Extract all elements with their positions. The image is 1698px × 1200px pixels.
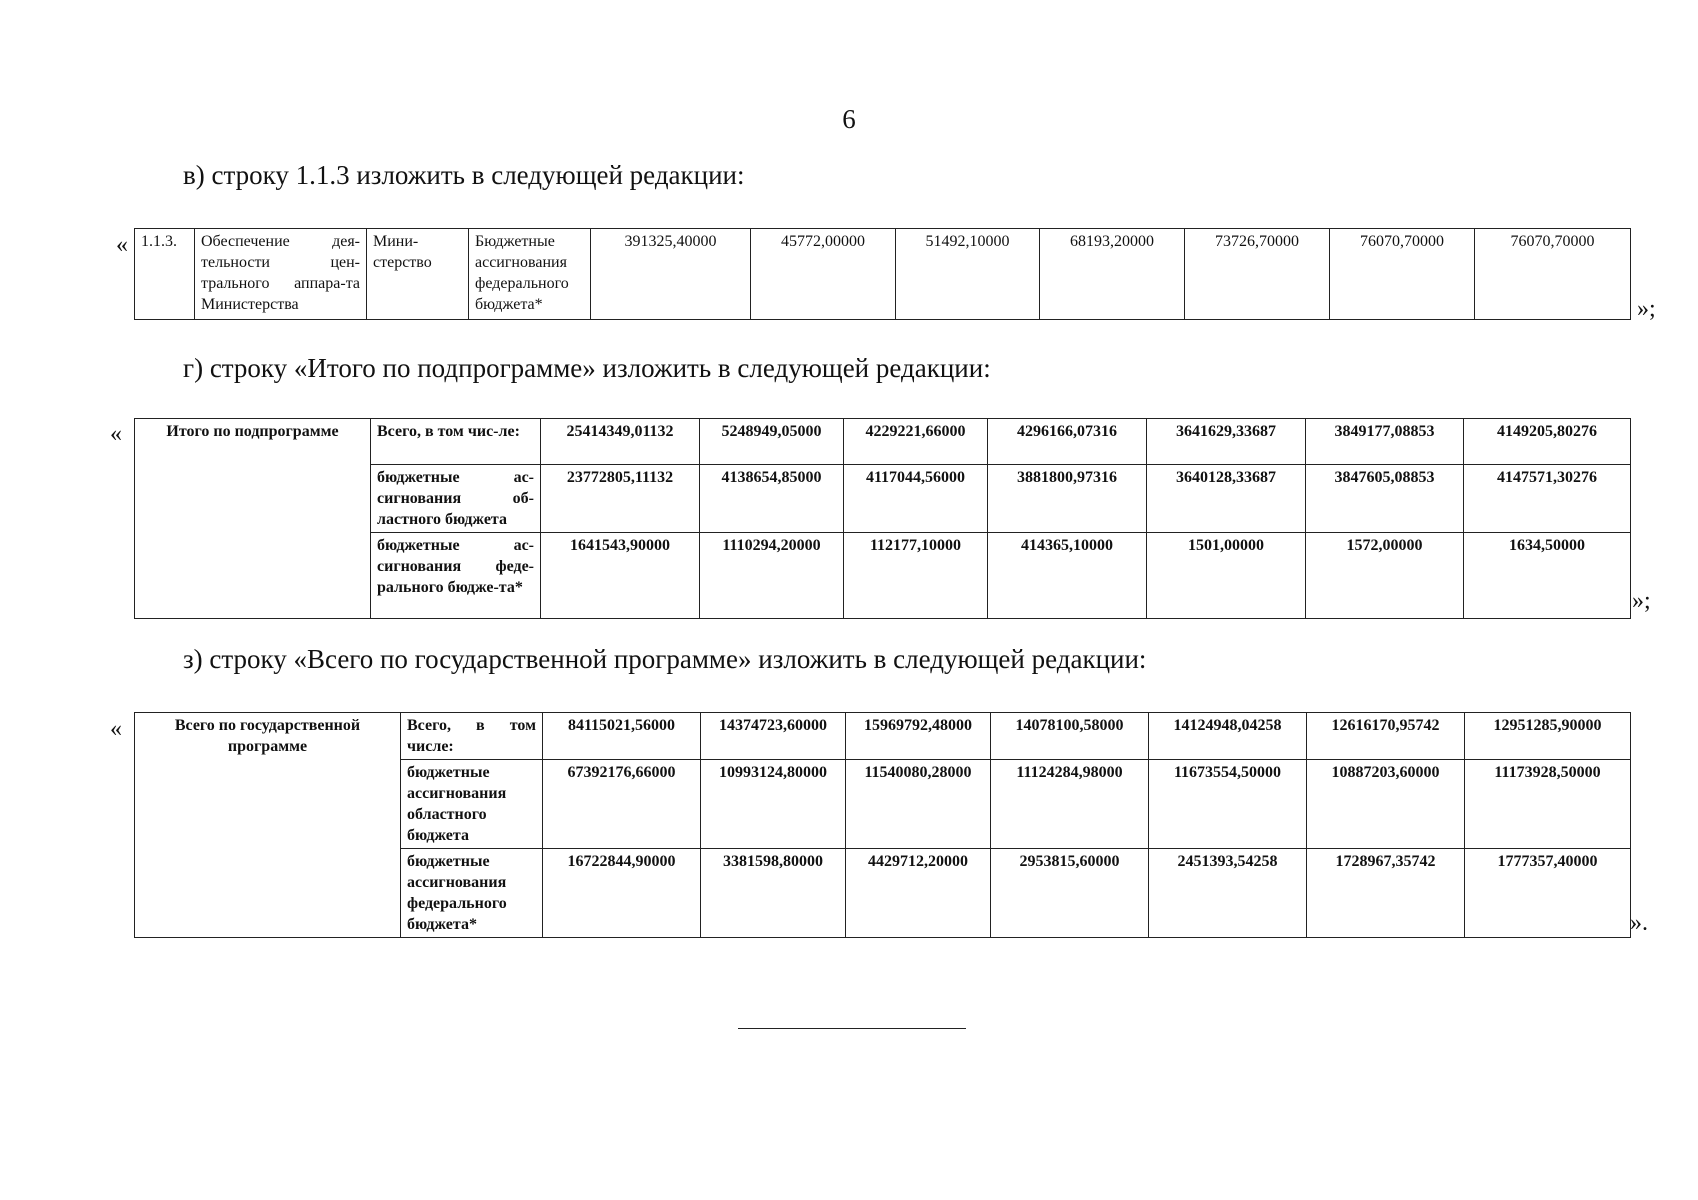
row-label: Итого по подпрограмме [135, 419, 371, 619]
value-cell: 3881800,97316 [988, 465, 1147, 533]
value-cell: 1501,00000 [1147, 533, 1306, 619]
row-code: 1.1.3. [135, 229, 195, 320]
section-heading-program-total: з) строку «Всего по государственной программе» изложить в следующей редакции: [183, 644, 1147, 674]
value-cell: 10993124,80000 [701, 760, 846, 849]
value-cell: 3641629,33687 [1147, 419, 1306, 465]
close-quote: »; [1637, 296, 1656, 322]
value-cell: 25414349,01132 [541, 419, 700, 465]
table-row [135, 713, 1631, 760]
value-cell: 45772,00000 [751, 229, 896, 320]
value-cell: 1641543,90000 [541, 533, 700, 619]
value-cell: 4149205,80276 [1464, 419, 1631, 465]
value-cell: 3640128,33687 [1147, 465, 1306, 533]
value-cell: 1634,50000 [1464, 533, 1631, 619]
row-funding-source: бюджетные ас-сигнования феде-рального бюдже-та* [371, 533, 541, 619]
value-cell: 11673554,50000 [1149, 760, 1307, 849]
value-cell: 4429712,20000 [846, 849, 991, 938]
value-cell: 4229221,66000 [844, 419, 988, 465]
value-cell: 10887203,60000 [1307, 760, 1465, 849]
value-cell: 4296166,07316 [988, 419, 1147, 465]
row-executor: Мини-стерство [367, 229, 469, 320]
value-cell: 23772805,11132 [541, 465, 700, 533]
value-cell: 1777357,40000 [1465, 849, 1631, 938]
value-cell: 4138654,85000 [700, 465, 844, 533]
value-cell: 14078100,58000 [991, 713, 1149, 760]
table-row [135, 229, 1631, 320]
value-cell: 391325,40000 [591, 229, 751, 320]
value-cell: 2953815,60000 [991, 849, 1149, 938]
value-cell: 5248949,05000 [700, 419, 844, 465]
open-quote: « [110, 421, 122, 447]
value-cell: 76070,70000 [1475, 229, 1631, 320]
value-cell: 3849177,08853 [1306, 419, 1464, 465]
row-funding-source: Всего, в том числе: [401, 713, 543, 760]
close-quote: ». [1630, 910, 1648, 936]
value-cell: 16722844,90000 [543, 849, 701, 938]
row-funding-source: Всего, в том чис-ле: [371, 419, 541, 465]
value-cell: 67392176,66000 [543, 760, 701, 849]
value-cell: 1572,00000 [1306, 533, 1464, 619]
value-cell: 12616170,95742 [1307, 713, 1465, 760]
row-name: Обеспечение дея-тельности цен-трального аппара-та Министерства [195, 229, 367, 320]
open-quote: « [110, 716, 122, 742]
value-cell: 3847605,08853 [1306, 465, 1464, 533]
value-cell: 15969792,48000 [846, 713, 991, 760]
value-cell: 84115021,56000 [543, 713, 701, 760]
section-heading-subprogram-total: г) строку «Итого по подпрограмме» изложить в следующей редакции: [183, 353, 991, 383]
value-cell: 12951285,90000 [1465, 713, 1631, 760]
value-cell: 11124284,98000 [991, 760, 1149, 849]
subprogram-total-table [134, 418, 1631, 619]
value-cell: 51492,10000 [896, 229, 1040, 320]
value-cell: 112177,10000 [844, 533, 988, 619]
value-cell: 14374723,60000 [701, 713, 846, 760]
value-cell: 14124948,04258 [1149, 713, 1307, 760]
section-heading-1-1-3: в) строку 1.1.3 изложить в следующей редакции: [183, 160, 745, 190]
row-funding-source: бюджетные ас-сигнования об-ластного бюджета [371, 465, 541, 533]
value-cell: 414365,10000 [988, 533, 1147, 619]
table-row [135, 419, 1631, 465]
row-label: Всего по государственной программе [135, 713, 401, 938]
close-quote: »; [1632, 588, 1651, 614]
value-cell: 73726,70000 [1185, 229, 1330, 320]
value-cell: 1728967,35742 [1307, 849, 1465, 938]
value-cell: 4117044,56000 [844, 465, 988, 533]
value-cell: 4147571,30276 [1464, 465, 1631, 533]
row-funding-source: Бюджетные ассигнования федерального бюджета* [469, 229, 591, 320]
row-funding-source: бюджетные ассигнования федерального бюджета* [401, 849, 543, 938]
open-quote: « [116, 232, 128, 258]
value-cell: 11173928,50000 [1465, 760, 1631, 849]
value-cell: 11540080,28000 [846, 760, 991, 849]
program-total-table [134, 712, 1631, 938]
row-funding-source: бюджетные ассигнования областного бюджета [401, 760, 543, 849]
value-cell: 68193,20000 [1040, 229, 1185, 320]
value-cell: 2451393,54258 [1149, 849, 1307, 938]
row-1-1-3-table [134, 228, 1631, 320]
closing-rule [738, 1028, 966, 1029]
page-number: 6 [842, 104, 856, 134]
value-cell: 3381598,80000 [701, 849, 846, 938]
value-cell: 76070,70000 [1330, 229, 1475, 320]
value-cell: 1110294,20000 [700, 533, 844, 619]
